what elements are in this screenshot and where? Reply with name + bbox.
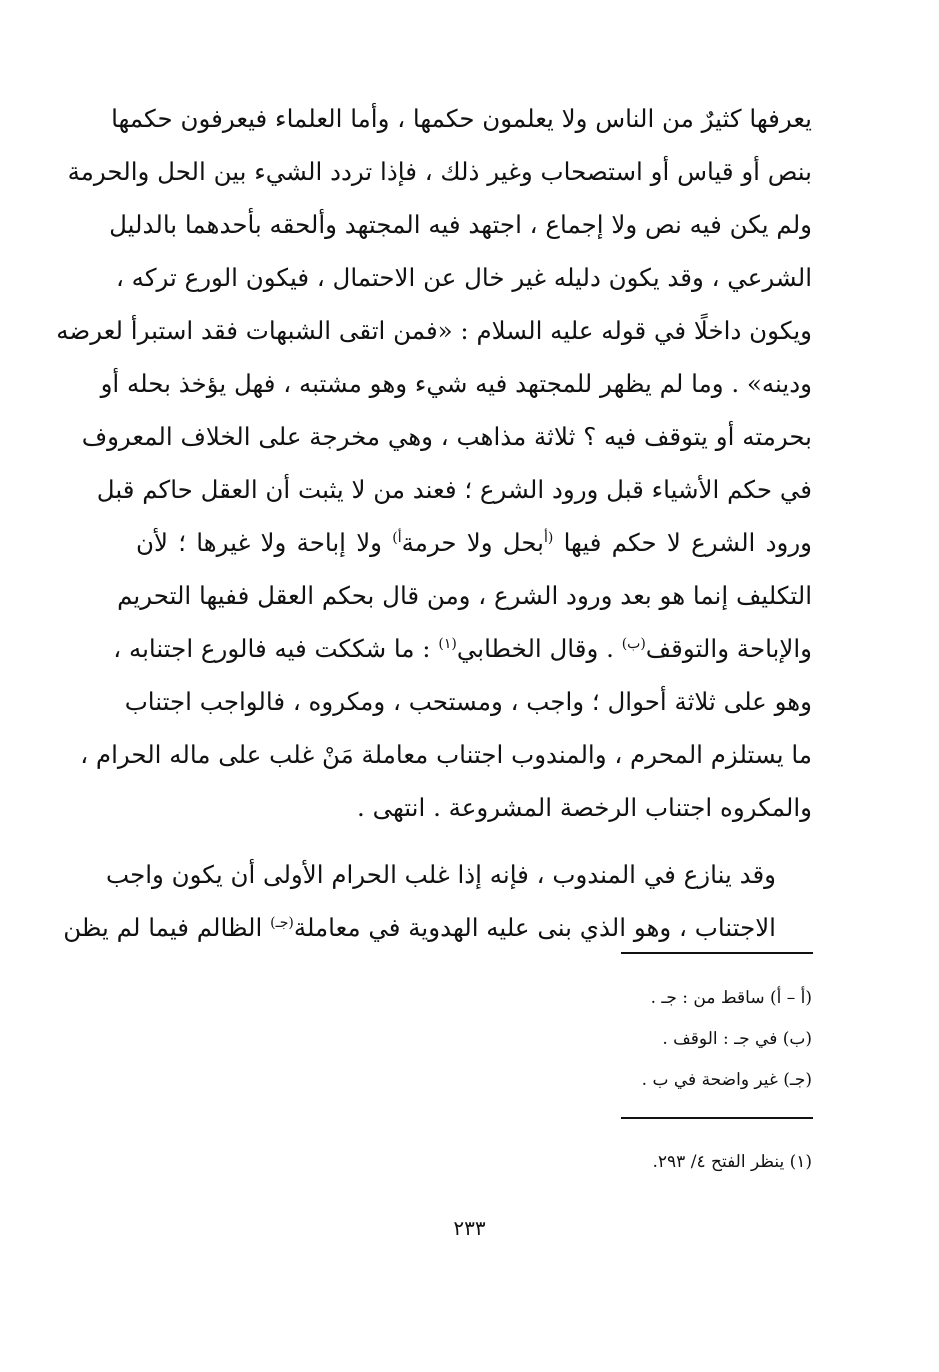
text-line: ما يستلزم المحرم ، والمندوب اجتناب معاملة مَنْ غلب على ماله الحرام ،: [80, 740, 812, 769]
text-segment: ورود الشرع لا حكم فيها: [563, 528, 812, 557]
variant-mark-alif-close: أ): [392, 529, 402, 546]
variant-footnotes: [312, 978, 812, 1101]
main-text: [56, 92, 812, 954]
text-line: الشرعي ، وقد يكون دليله غير خال عن الاحتمال ، فيكون الورع تركه ،: [115, 263, 812, 292]
text-line: [113, 622, 812, 675]
variant-mark-alif-open: (أ: [543, 529, 554, 546]
paragraph-2: [63, 848, 812, 954]
text-segment: . وقال الخطابي: [456, 634, 614, 663]
variant-mark-jim: (جـ): [270, 914, 294, 931]
footnote-item: (أ – أ) ساقط من : جـ .: [650, 988, 812, 1008]
text-line: التكليف إنما هو بعد ورود الشرع ، ومن قال بحكم العقل ففيها التحريم: [117, 581, 812, 610]
text-segment: الظالم فيما لم يظن: [63, 913, 263, 942]
page-number: ٢٣٣: [453, 1216, 486, 1240]
footnote-item: (١) ينظر الفتح ٤/ ٢٩٣.: [652, 1152, 812, 1172]
text-line: ويكون داخلًا في قوله عليه السلام : «فمن اتقى الشبهات فقد استبرأ لعرضه: [56, 316, 812, 345]
footnote-mark-1: (١): [438, 635, 457, 652]
text-line: بنص أو قياس أو استصحاب وغير ذلك ، فإذا تردد الشيء بين الحل والحرمة: [67, 157, 812, 186]
footnote-item: (ب) في جـ : الوقف .: [662, 1029, 812, 1049]
text-line: ودينه» . وما لم يظهر للمجتهد فيه شيء وهو مشتبه ، فهل يؤخذ بحله أو: [100, 369, 812, 398]
text-line: يعرفها كثيرٌ من الناس ولا يعلمون حكمها ، وأما العلماء فيعرفون حكمها: [111, 104, 812, 133]
paragraph-1: [56, 92, 812, 834]
source-footnotes: [312, 1142, 812, 1183]
text-segment: بحل ولا حرمة: [401, 528, 544, 557]
text-segment: الاجتناب ، وهو الذي بنى عليه الهدوية في معاملة: [293, 913, 776, 942]
text-line: بحرمته أو يتوقف فيه ؟ ثلاثة مذاهب ، وهي مخرجة على الخلاف المعروف: [81, 422, 812, 451]
text-segment: والإباحة والتوقف: [645, 634, 812, 663]
text-line: ولم يكن فيه نص ولا إجماع ، اجتهد فيه المجتهد وألحقه بأحدهما بالدليل: [109, 210, 812, 239]
footnote-item: (جـ) غير واضحة في ب .: [641, 1070, 812, 1090]
variant-mark-ba: (ب): [621, 635, 646, 652]
footnote-separator: [621, 952, 813, 954]
text-line: والمكروه اجتناب الرخصة المشروعة . انتهى .: [357, 793, 812, 822]
text-line: وقد ينازع في المندوب ، فإنه إذا غلب الحرام الأولى أن يكون واجب: [106, 860, 776, 889]
text-line: [136, 516, 812, 569]
text-line: [63, 901, 812, 954]
text-line: وهو على ثلاثة أحوال ؛ واجب ، ومستحب ، ومكروه ، فالواجب اجتناب: [124, 687, 812, 716]
text-line: في حكم الأشياء قبل ورود الشرع ؛ فعند من لا يثبت أن العقل حاكم قبل: [96, 475, 812, 504]
footnote-separator: [621, 1117, 813, 1119]
text-segment: : ما شككت فيه فالورع اجتنابه ،: [113, 634, 431, 663]
text-segment: ولا إباحة ولا غيرها ؛ لأن: [136, 528, 382, 557]
